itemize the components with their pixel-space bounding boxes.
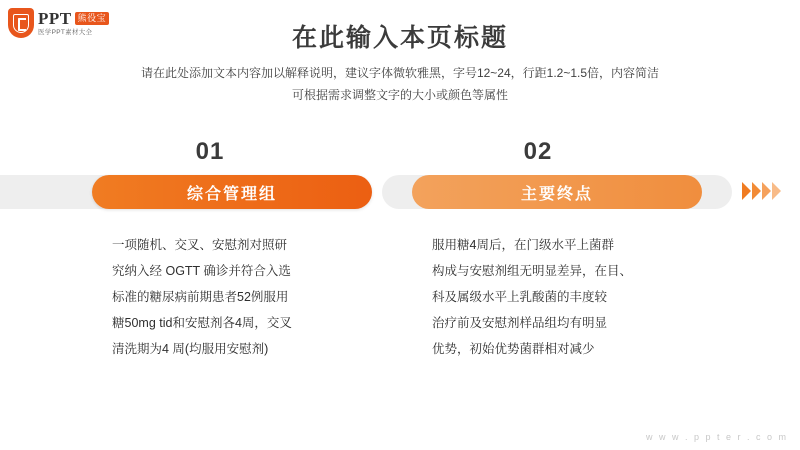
brand-tagline: 医学PPT素材大全 (38, 28, 93, 36)
chevron-right-icon (752, 182, 761, 200)
section-body-01 (112, 232, 352, 362)
body-line: 糖50mg tid和安慰剂各4周，交叉 (112, 316, 292, 330)
chevron-right-icons (742, 182, 782, 200)
body-line: 科及属级水平上乳酸菌的丰度较 (432, 290, 608, 304)
body-line: 一项随机、交叉、安慰剂对照研 (112, 238, 288, 252)
brand-badge: 熊役宝 (75, 12, 110, 25)
subtitle-line-2: 可根据需求调整文字的大小或颜色等属性 (291, 88, 508, 102)
section-number-01: 01 (195, 138, 225, 165)
subtitle-line-1: 请在此处添加文本内容加以解释说明，建议字体微软雅黑，字号12~24，行距1.2~1.5倍，内容简洁 (140, 66, 660, 80)
section-bar-02[interactable]: 主要终点 (412, 175, 702, 209)
body-line: 究纳入经 OGTT 确诊并符合入选 (112, 264, 291, 278)
page-title: 在此输入本页标题 (291, 24, 508, 52)
chevron-right-icon (762, 182, 771, 200)
body-line: 标准的糖尿病前期患者52例服用 (112, 290, 289, 304)
body-line: 优势，初始优势菌群相对减少 (432, 342, 595, 356)
footer-watermark: w w w . p p t e r . c o m (645, 432, 788, 442)
body-line: 服用糖4周后，在门级水平上菌群 (432, 238, 614, 252)
body-line: 清洗期为4 周(均服用安慰剂) (112, 342, 269, 356)
page-subtitle (0, 62, 800, 106)
chevron-right-icon (772, 182, 781, 200)
section-number-02: 02 (523, 138, 553, 165)
body-line: 治疗前及安慰剂样品组均有明显 (432, 316, 608, 330)
brand-name: PPT (38, 8, 72, 28)
section-body-02 (432, 232, 682, 362)
chevron-right-icon (742, 182, 751, 200)
body-line: 构成与安慰剂组无明显差异，在目、 (432, 264, 633, 278)
section-bar-01[interactable]: 综合管理组 (92, 175, 372, 209)
